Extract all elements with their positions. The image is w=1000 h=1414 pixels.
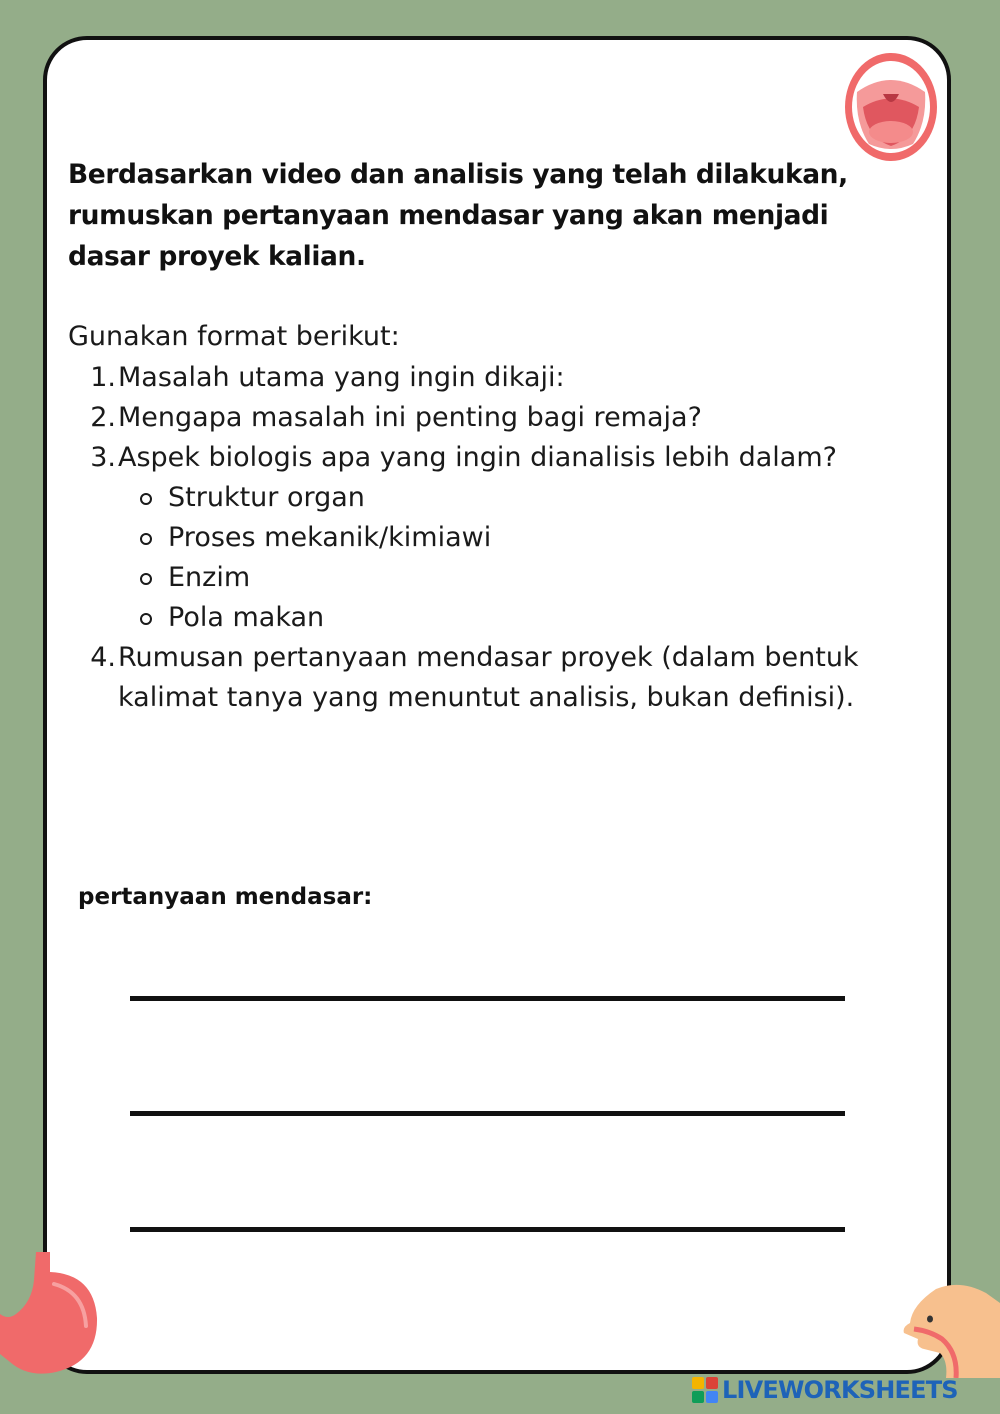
step-item <box>68 638 868 718</box>
aspect-text: Proses mekanik/kimiawi <box>168 522 492 553</box>
head-profile-icon <box>900 1283 1000 1378</box>
aspect-text: Pola makan <box>168 602 325 633</box>
aspect-item <box>118 518 868 558</box>
step-text: Mengapa masalah ini penting bagi remaja? <box>118 402 702 433</box>
aspect-item <box>118 598 868 638</box>
biology-aspects-list <box>118 478 868 638</box>
aspect-text: Enzim <box>168 562 251 593</box>
step-number: 3. <box>90 442 116 473</box>
step-text: Aspek biologis apa yang ingin dianalisis lebih dalam? <box>118 442 837 473</box>
aspect-item <box>118 558 868 598</box>
step-item <box>68 438 868 638</box>
stomach-icon <box>0 1250 100 1380</box>
liveworksheets-wordmark: LIVEWORKSHEETS <box>722 1376 958 1404</box>
step-text: Rumusan pertanyaan mendasar proyek (dalam bentuk kalimat tanya yang menuntut analisis, bukan definisi). <box>118 642 859 713</box>
step-number: 1. <box>90 362 116 393</box>
step-number: 2. <box>90 402 116 433</box>
step-number: 4. <box>90 642 116 673</box>
step-text: Masalah utama yang ingin dikaji: <box>118 362 565 393</box>
open-mouth-icon <box>843 52 939 162</box>
answer-line[interactable] <box>130 1111 845 1116</box>
intro-instruction: Berdasarkan video dan analisis yang telah dilakukan, rumuskan pertanyaan mendasar yang akan menjadi dasar proyek kalian. <box>68 159 848 272</box>
answer-line[interactable] <box>130 1227 845 1232</box>
liveworksheets-brand <box>692 1373 958 1407</box>
answer-line[interactable] <box>130 996 845 1001</box>
answer-label: pertanyaan mendasar: <box>78 884 373 910</box>
step-item <box>68 358 868 398</box>
format-label: Gunakan format berikut: <box>68 321 400 352</box>
circle-bullet-icon <box>140 613 152 625</box>
format-steps-list <box>68 358 868 718</box>
circle-bullet-icon <box>140 573 152 585</box>
step-item <box>68 398 868 438</box>
aspect-item <box>118 478 868 518</box>
liveworksheets-logo-icon <box>692 1377 718 1403</box>
circle-bullet-icon <box>140 493 152 505</box>
circle-bullet-icon <box>140 533 152 545</box>
aspect-text: Struktur organ <box>168 482 365 513</box>
